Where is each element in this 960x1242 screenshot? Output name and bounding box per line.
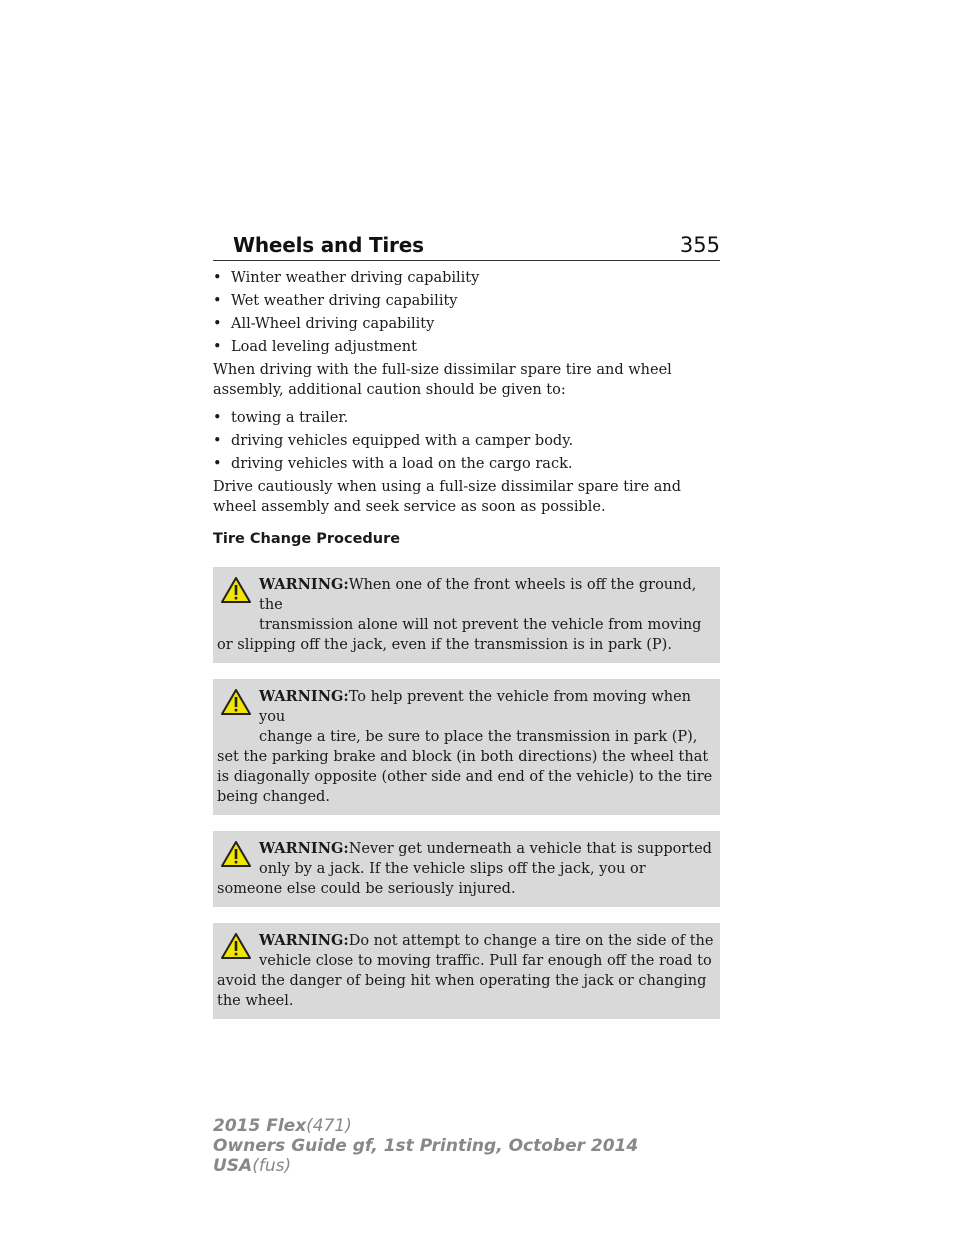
warning-label: WARNING: [259, 576, 349, 593]
bullet-list-caution [213, 408, 720, 474]
footer-guide-line: Owners Guide gf, 1st Printing, October 2014 [213, 1136, 639, 1156]
page-footer [213, 1116, 638, 1176]
list-item: • driving vehicles equipped with a camper body. [213, 433, 574, 449]
warning-text: transmission alone will not prevent the vehicle from moving or slipping off the jack, even if the transmission is in park (P). [217, 617, 702, 653]
list-item: • Wet weather driving capability [213, 293, 458, 309]
section-heading: Tire Change Procedure [213, 531, 401, 547]
warning-triangle-icon [221, 577, 251, 603]
paragraph-caution: When driving with the full-size dissimilar spare tire and wheel assembly, additional caution should be given to: [213, 362, 672, 398]
list-item: • towing a trailer. [213, 410, 349, 426]
paragraph-drive-cautiously: Drive cautiously when using a full-size dissimilar spare tire and wheel assembly and seek service as soon as possible. [213, 479, 682, 515]
warning-triangle-icon [221, 841, 251, 867]
warning-box: WARNING:Never get underneath a vehicle that is supported only by a jack. If the vehicle slips off the jack, you or someone else could be seriously injured. [213, 831, 720, 907]
list-item: • driving vehicles with a load on the cargo rack. [213, 456, 573, 472]
warning-box: WARNING:To help prevent the vehicle from moving when you change a tire, be sure to place the transmission in park (P), set the parking brake and block (in both directions) the wheel that is diagonally opposite (other side and end of the vehicle) to the tire being changed. [213, 679, 720, 815]
list-item: • All-Wheel driving capability [213, 316, 435, 332]
warning-text: vehicle close to moving traffic. Pull far enough off the road to avoid the danger of being hit when operating the jack or changing the wheel. [217, 953, 712, 1009]
footer-model-line: 2015 Flex(471) [213, 1116, 352, 1136]
bullet-list-capabilities [213, 268, 720, 357]
page-header [213, 228, 720, 261]
warning-label: WARNING: [259, 688, 349, 705]
warning-triangle-icon [221, 933, 251, 959]
warning-text: change a tire, be sure to place the transmission in park (P), set the parking brake and block (in both directions) the wheel that is diagonally opposite (other side and end of the vehicle) to the tire being changed. [217, 729, 713, 805]
page-number: 355 [679, 233, 720, 257]
warning-label: WARNING: [259, 932, 349, 949]
page-content [213, 268, 720, 1035]
footer-market-line: USA(fus) [213, 1156, 292, 1176]
section-title: Wheels and Tires [233, 233, 424, 257]
warning-box: WARNING:When one of the front wheels is off the ground, the transmission alone will not prevent the vehicle from moving or slipping off the jack, even if the transmission is in park (P). [213, 567, 720, 663]
warning-triangle-icon [221, 689, 251, 715]
warning-box: WARNING:Do not attempt to change a tire on the side of the vehicle close to moving traffic. Pull far enough off the road to avoid the danger of being hit when operating the jack or changing the wheel. [213, 923, 720, 1019]
list-item: • Winter weather driving capability [213, 270, 480, 286]
warning-label: WARNING: [259, 840, 349, 857]
warning-text: only by a jack. If the vehicle slips off the jack, you or someone else could be seriously injured. [217, 861, 646, 897]
list-item: • Load leveling adjustment [213, 339, 417, 355]
